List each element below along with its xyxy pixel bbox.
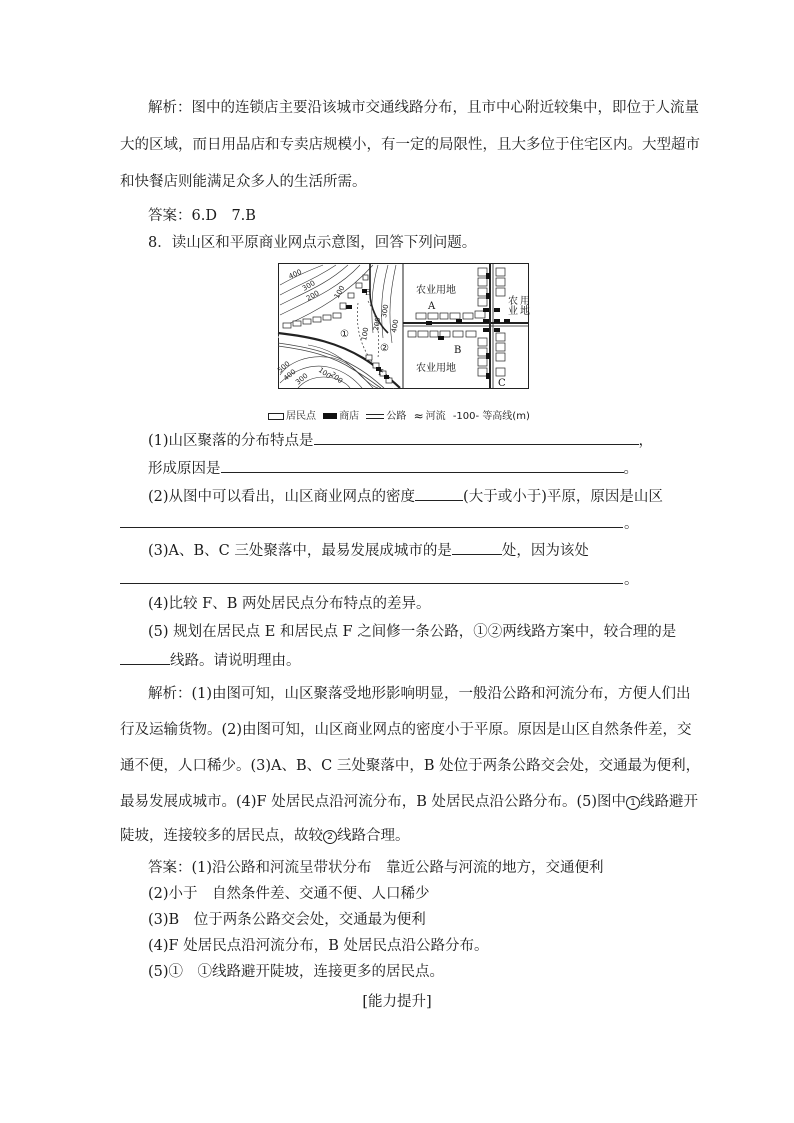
section-heading: [能力提升] <box>362 994 432 1010</box>
circled-2-icon: 2 <box>323 830 337 844</box>
q2-reason-blank[interactable] <box>120 526 623 528</box>
svg-text:300: 300 <box>301 279 317 293</box>
svg-text:200: 200 <box>328 370 345 386</box>
svg-text:400: 400 <box>390 318 401 334</box>
q2-line-a <box>148 486 708 507</box>
svg-text:500: 500 <box>276 359 292 375</box>
svg-text:400: 400 <box>282 367 298 383</box>
map-legend <box>268 409 558 424</box>
q2-end: 。 <box>624 516 639 532</box>
q3-end: 。 <box>624 572 639 588</box>
q5-prompt-end: 线路。请说明理由。 <box>170 653 301 669</box>
legend-river: 河流 <box>425 411 446 422</box>
legend-river-swatch: ≈ <box>413 409 424 423</box>
q5-line-b <box>120 650 680 671</box>
circled-1-icon: 1 <box>626 796 640 810</box>
svg-text:200: 200 <box>372 316 383 332</box>
analysis-line-5-end: 线路合理。 <box>337 828 410 844</box>
label-route-2: ② <box>380 343 389 354</box>
legend-road-swatch <box>366 414 384 419</box>
answer-line-5: (5)① ①线路避开陡坡，连接更多的居民点。 <box>148 964 445 980</box>
label-route-1: ① <box>340 329 349 340</box>
q4-line: (4)比较 F、B 两处居民点分布特点的差异。 <box>148 596 431 612</box>
svg-text:200: 200 <box>305 289 321 303</box>
analysis-line-4-text: 最易发展成城市。(4)F 处居民点沿河流分布，B 处居民点沿公路分布。(5)图中 <box>120 794 627 810</box>
answer-line-1: 答案：(1)沿公路和河流呈带状分布 靠近公路与河流的地方，交通便利 <box>148 860 604 876</box>
label-agri-3: 农业 <box>505 295 517 315</box>
q1-answer-blank[interactable] <box>314 430 639 445</box>
legend-residential-swatch <box>268 413 284 420</box>
q5-line-a: (5) 规划在居民点 E 和居民点 F 之间修一条公路，①②两线路方案中，较合理的是 <box>148 624 677 640</box>
label-agri-3b: 用地 <box>517 295 529 315</box>
q3-reason-blank[interactable] <box>120 582 623 584</box>
prev-analysis-line-3: 和快餐店则能满足众多人的生活所需。 <box>120 174 367 190</box>
label-C: C <box>498 378 506 389</box>
q1-reason-prompt: 形成原因是 <box>148 461 221 477</box>
q1-prompt: (1)山区聚落的分布特点是 <box>148 433 314 449</box>
q2-answer-blank[interactable] <box>415 486 463 501</box>
q1-line-b <box>148 458 708 479</box>
answer-line-4: (4)F 处居民点沿河流分布，B 处居民点沿公路分布。 <box>148 938 489 954</box>
legend-road: 公路 <box>386 411 407 422</box>
q2-prompt: (2)从图中可以看出，山区商业网点的密度 <box>148 489 416 505</box>
label-agri-2: 农业用地 <box>416 363 456 374</box>
question-8-title: 8．读山区和平原商业网点示意图，回答下列问题。 <box>148 235 477 251</box>
svg-text:400: 400 <box>287 267 303 281</box>
prev-answer: 答案：6.D 7.B <box>148 208 256 224</box>
q1-prompt-end: ， <box>638 433 654 449</box>
commercial-network-map <box>278 263 529 411</box>
q1-reason-end: 。 <box>623 461 638 477</box>
label-A: A <box>428 301 436 312</box>
legend-shop: 商店 <box>339 411 360 422</box>
label-agri-1: 农业用地 <box>416 285 456 296</box>
label-F: F <box>378 368 384 377</box>
svg-text:100: 100 <box>360 326 371 342</box>
q3-prompt: (3)A、B、C 三处聚落中，最易发展成城市的是 <box>148 543 452 559</box>
q3-line-a <box>148 540 708 561</box>
prev-analysis-line-1: 解析：图中的连锁店主要沿该城市交通线路分布，且市中心附近较集中，即位于人流量 <box>148 100 699 116</box>
analysis-line-1: 解析：(1)由图可知，山区聚落受地形影响明显，一般沿公路和河流分布，方便人们出 <box>148 686 691 702</box>
analysis-line-5 <box>120 826 680 846</box>
q1-reason-blank[interactable] <box>221 458 624 473</box>
analysis-line-4-end: 线路避开 <box>640 794 699 810</box>
svg-text:300: 300 <box>294 371 310 387</box>
analysis-line-3: 通不便，人口稀少。(3)A、B、C 三处聚落中，B 处位于两条公路交会处，交通最为便利， <box>120 758 701 774</box>
svg-text:100: 100 <box>332 284 347 300</box>
analysis-line-4 <box>120 792 699 812</box>
q3-answer-blank[interactable] <box>452 540 502 555</box>
svg-text:300: 300 <box>380 303 391 319</box>
svg-text:100: 100 <box>316 366 333 381</box>
analysis-line-5-text: 陡坡，连接较多的居民点，故较 <box>120 828 323 844</box>
q2-prompt-mid: (大于或小于)平原，原因是山区 <box>463 489 663 505</box>
q3-prompt-mid: 处，因为该处 <box>501 543 589 559</box>
legend-contour: 等高线(m) <box>482 411 530 422</box>
prev-analysis-line-2: 大的区域，而日用品店和专卖店规模小，有一定的局限性，且大多位于住宅区内。大型超市 <box>120 137 700 153</box>
q1-line-a <box>148 430 708 451</box>
legend-shop-swatch <box>323 413 337 419</box>
legend-contour-sample: -100- <box>452 411 480 422</box>
legend-residential: 居民点 <box>286 411 316 422</box>
label-E: E <box>365 288 371 297</box>
label-B: B <box>454 345 462 356</box>
answer-line-2: (2)小于 自然条件差、交通不便、人口稀少 <box>148 886 430 902</box>
q5-answer-blank[interactable] <box>120 650 170 665</box>
answer-line-3: (3)B 位于两条公路交会处，交通最为便利 <box>148 912 426 928</box>
analysis-line-2: 行及运输货物。(2)由图可知，山区商业网点的密度小于平原。原因是山区自然条件差，交 <box>120 722 692 738</box>
